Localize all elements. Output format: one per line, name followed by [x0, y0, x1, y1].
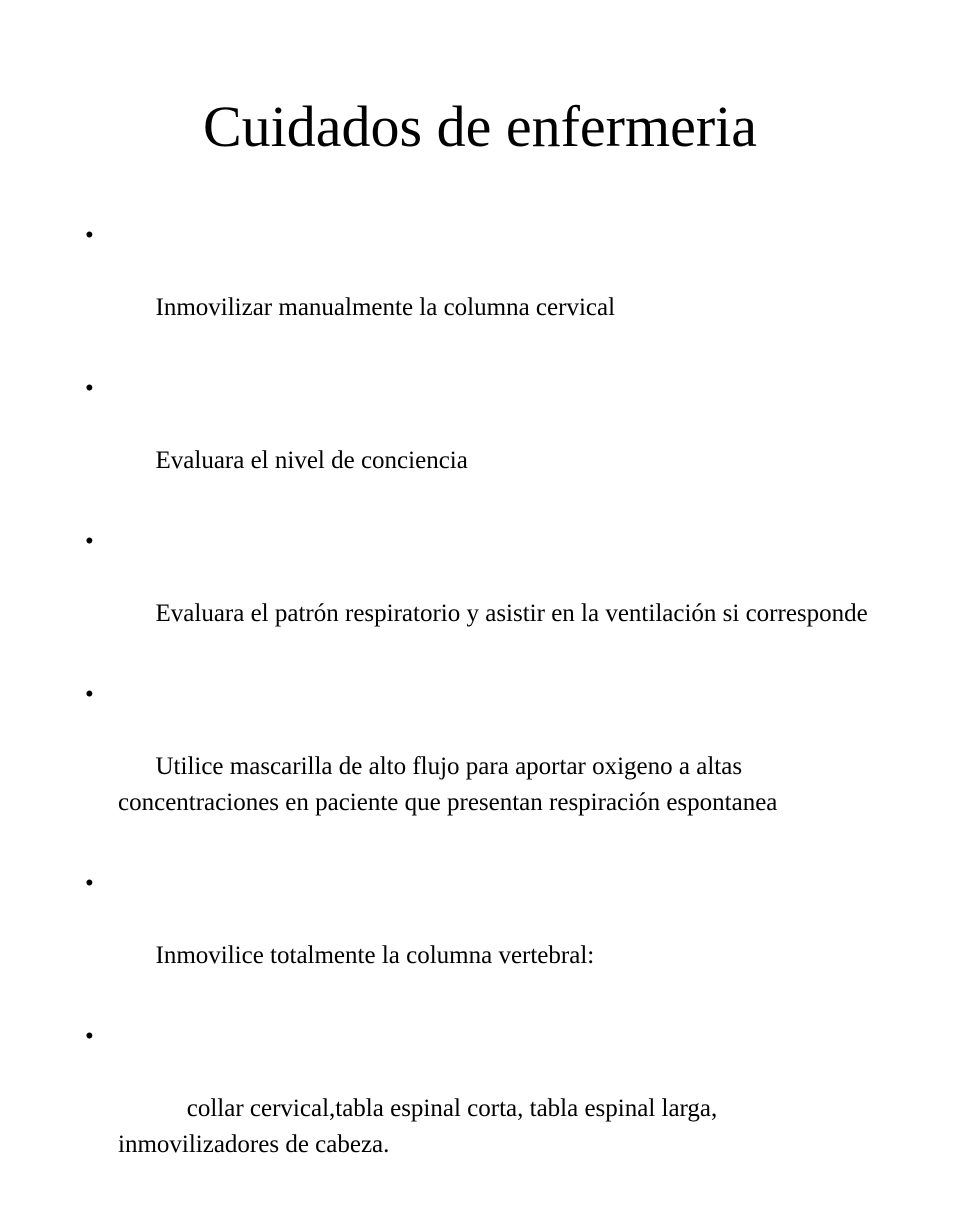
bullet-marker-icon: •	[85, 870, 94, 897]
slide-title: Cuidados de enfermeria	[202, 94, 757, 159]
bullet-text: Inmovilizar manualmente la columna cervical	[155, 294, 616, 321]
bullet-item	[85, 866, 875, 1010]
bullet-text: Evaluara el patrón respiratorio y asistir en la ventilación si corresponde	[155, 600, 868, 627]
bullet-marker-icon: •	[85, 1023, 94, 1050]
bullet-marker-icon: •	[85, 222, 94, 249]
bullet-marker-icon: •	[85, 681, 94, 708]
bullet-item	[85, 677, 875, 857]
bullet-list	[85, 218, 875, 1208]
bullet-text: Inmovilice totalmente la columna vertebral:	[155, 942, 595, 969]
bullet-item	[85, 371, 875, 515]
bullet-text: Utilice mascarilla de alto flujo para aportar oxigeno a altas concentraciones en paciente que presentan respiración espontanea	[118, 753, 778, 816]
bullet-text: Evaluara el nivel de conciencia	[155, 447, 468, 474]
bullet-marker-icon: •	[85, 528, 94, 555]
bullet-item	[85, 1019, 875, 1199]
bullet-marker-icon: •	[85, 375, 94, 402]
bullet-item	[85, 218, 875, 362]
bullet-text: collar cervical,tabla espinal corta, tabla espinal larga, inmovilizadores de cabeza.	[118, 1095, 724, 1158]
bullet-item	[85, 524, 875, 668]
